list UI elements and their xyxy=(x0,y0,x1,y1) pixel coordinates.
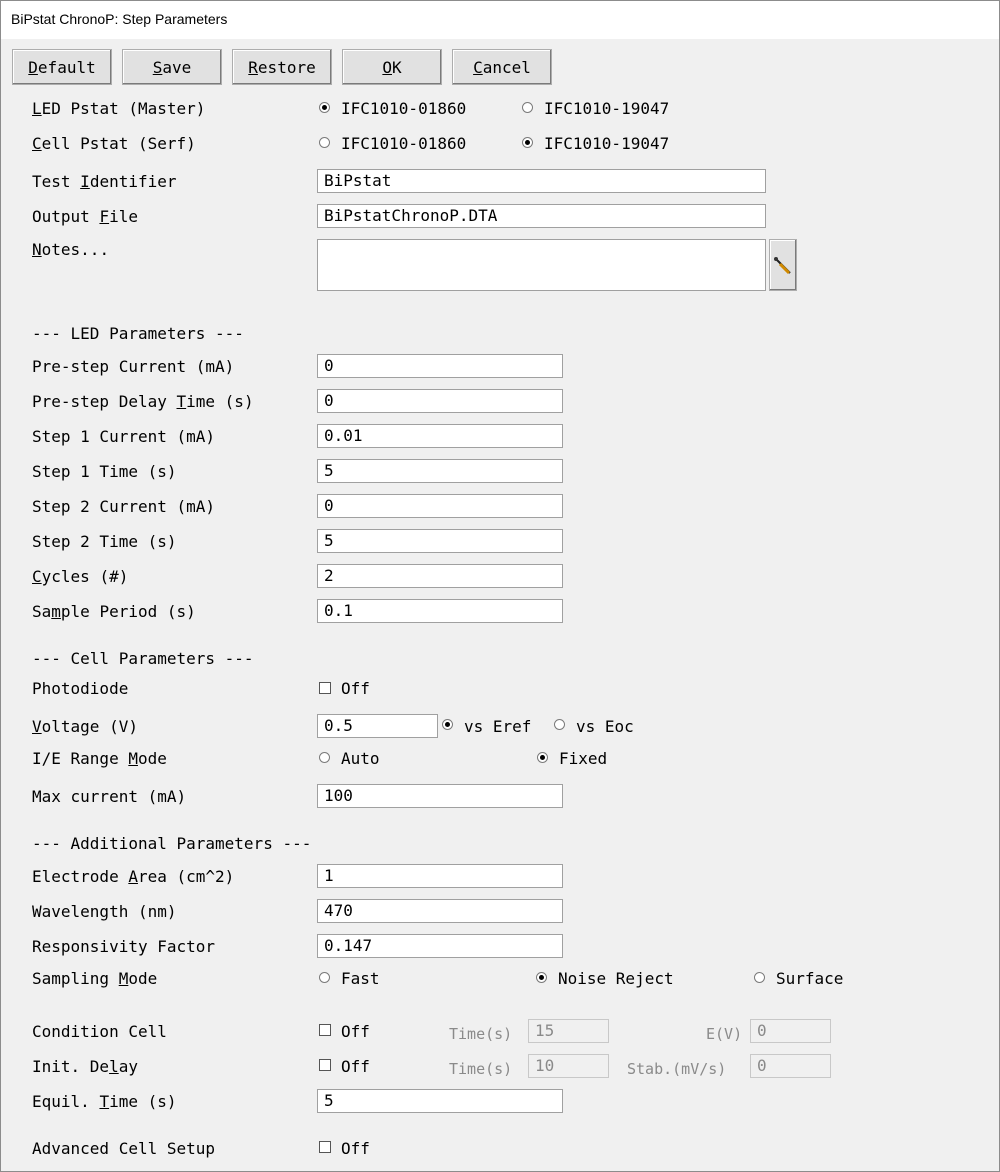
voltage-vs-eoc-option[interactable]: vs Eoc xyxy=(576,717,634,736)
voltage-vs-eref-option[interactable]: vs Eref xyxy=(464,717,532,736)
init-delay-time-input: 10 xyxy=(528,1054,609,1078)
prestep-current-label: Pre-step Current (mA) xyxy=(32,357,235,376)
edit-notes-button[interactable] xyxy=(769,239,797,291)
sampling-fast-radio[interactable] xyxy=(319,972,330,983)
range-fixed-radio[interactable] xyxy=(537,752,548,763)
step1-current-label: Step 1 Current (mA) xyxy=(32,427,216,446)
default-button[interactable]: Default xyxy=(12,49,112,85)
led-section-heading: --- LED Parameters --- xyxy=(32,324,244,343)
sampling-fast-option[interactable]: Fast xyxy=(341,969,380,988)
voltage-input[interactable]: 0.5 xyxy=(317,714,438,738)
sample-period-input[interactable]: 0.1 xyxy=(317,599,563,623)
max-current-input[interactable]: 100 xyxy=(317,784,563,808)
wavelength-input[interactable]: 470 xyxy=(317,899,563,923)
step1-time-input[interactable]: 5 xyxy=(317,459,563,483)
range-auto-radio[interactable] xyxy=(319,752,330,763)
electrode-area-input[interactable]: 1 xyxy=(317,864,563,888)
led-pstat-radio-2[interactable] xyxy=(522,102,533,113)
photodiode-option[interactable]: Off xyxy=(341,679,370,698)
notes-textarea[interactable] xyxy=(317,239,766,291)
electrode-area-label: Electrode Area (cm^2) xyxy=(32,867,235,886)
voltage-vs-eoc-radio[interactable] xyxy=(554,719,565,730)
responsivity-input[interactable]: 0.147 xyxy=(317,934,563,958)
voltage-label: Voltage (V) xyxy=(32,717,138,736)
step2-time-input[interactable]: 5 xyxy=(317,529,563,553)
notes-label: Notes... xyxy=(32,240,110,259)
equil-time-label: Equil. Time (s) xyxy=(32,1092,177,1111)
cell-pstat-option-1[interactable]: IFC1010-01860 xyxy=(341,134,467,153)
init-delay-checkbox[interactable] xyxy=(319,1059,331,1071)
condition-time-label: Time(s) xyxy=(449,1025,513,1043)
output-file-input[interactable]: BiPstatChronoP.DTA xyxy=(317,204,766,228)
wavelength-label: Wavelength (nm) xyxy=(32,902,177,921)
step2-current-input[interactable]: 0 xyxy=(317,494,563,518)
range-auto-option[interactable]: Auto xyxy=(341,749,380,768)
sampling-noise-reject-option[interactable]: Noise Reject xyxy=(558,969,674,988)
init-delay-stab-label: Stab.(mV/s) xyxy=(627,1060,727,1078)
cancel-button[interactable]: Cancel xyxy=(452,49,552,85)
init-delay-stab-input: 0 xyxy=(750,1054,831,1078)
init-delay-time-label: Time(s) xyxy=(449,1060,513,1078)
step2-time-label: Step 2 Time (s) xyxy=(32,532,177,551)
condition-cell-option[interactable]: Off xyxy=(341,1022,370,1041)
condition-e-label: E(V) xyxy=(706,1025,743,1043)
condition-cell-label: Condition Cell xyxy=(32,1022,167,1041)
advanced-setup-checkbox[interactable] xyxy=(319,1141,331,1153)
sampling-noise-reject-radio[interactable] xyxy=(536,972,547,983)
ok-button[interactable]: OK xyxy=(342,49,442,85)
led-pstat-option-1[interactable]: IFC1010-01860 xyxy=(341,99,467,118)
range-mode-label: I/E Range Mode xyxy=(32,749,167,768)
condition-cell-checkbox[interactable] xyxy=(319,1024,331,1036)
sampling-mode-label: Sampling Mode xyxy=(32,969,158,988)
led-pstat-radio-1[interactable] xyxy=(319,102,330,113)
responsivity-label: Responsivity Factor xyxy=(32,937,216,956)
test-identifier-label: Test Identifier xyxy=(32,172,177,191)
step2-current-label: Step 2 Current (mA) xyxy=(32,497,216,516)
step1-time-label: Step 1 Time (s) xyxy=(32,462,177,481)
led-pstat-label: LED Pstat (Master) xyxy=(32,99,206,118)
additional-section-heading: --- Additional Parameters --- xyxy=(32,834,312,853)
init-delay-label: Init. Delay xyxy=(32,1057,138,1076)
cell-section-heading: --- Cell Parameters --- xyxy=(32,649,254,668)
advanced-setup-label: Advanced Cell Setup xyxy=(32,1139,216,1158)
photodiode-label: Photodiode xyxy=(32,679,129,698)
prestep-delay-input[interactable]: 0 xyxy=(317,389,563,413)
cycles-label: Cycles (#) xyxy=(32,567,129,586)
step1-current-input[interactable]: 0.01 xyxy=(317,424,563,448)
cell-pstat-label: Cell Pstat (Serf) xyxy=(32,134,196,153)
voltage-vs-eref-radio[interactable] xyxy=(442,719,453,730)
range-fixed-option[interactable]: Fixed xyxy=(559,749,608,768)
sampling-surface-radio[interactable] xyxy=(754,972,765,983)
advanced-setup-option[interactable]: Off xyxy=(341,1139,370,1158)
prestep-current-input[interactable]: 0 xyxy=(317,354,563,378)
cell-pstat-radio-2[interactable] xyxy=(522,137,533,148)
pencil-icon xyxy=(770,240,796,290)
equil-time-input[interactable]: 5 xyxy=(317,1089,563,1113)
led-pstat-option-2[interactable]: IFC1010-19047 xyxy=(544,99,670,118)
output-file-label: Output File xyxy=(32,207,138,226)
sampling-surface-option[interactable]: Surface xyxy=(776,969,844,988)
window-title: BiPstat ChronoP: Step Parameters xyxy=(11,11,228,27)
cycles-input[interactable]: 2 xyxy=(317,564,563,588)
condition-time-input: 15 xyxy=(528,1019,609,1043)
init-delay-option[interactable]: Off xyxy=(341,1057,370,1076)
title-bar xyxy=(1,1,999,39)
photodiode-checkbox[interactable] xyxy=(319,682,331,694)
test-identifier-input[interactable]: BiPstat xyxy=(317,169,766,193)
cell-pstat-option-2[interactable]: IFC1010-19047 xyxy=(544,134,670,153)
condition-e-input: 0 xyxy=(750,1019,831,1043)
cell-pstat-radio-1[interactable] xyxy=(319,137,330,148)
restore-button[interactable]: Restore xyxy=(232,49,332,85)
sample-period-label: Sample Period (s) xyxy=(32,602,196,621)
prestep-delay-label: Pre-step Delay Time (s) xyxy=(32,392,254,411)
max-current-label: Max current (mA) xyxy=(32,787,187,806)
save-button[interactable]: Save xyxy=(122,49,222,85)
